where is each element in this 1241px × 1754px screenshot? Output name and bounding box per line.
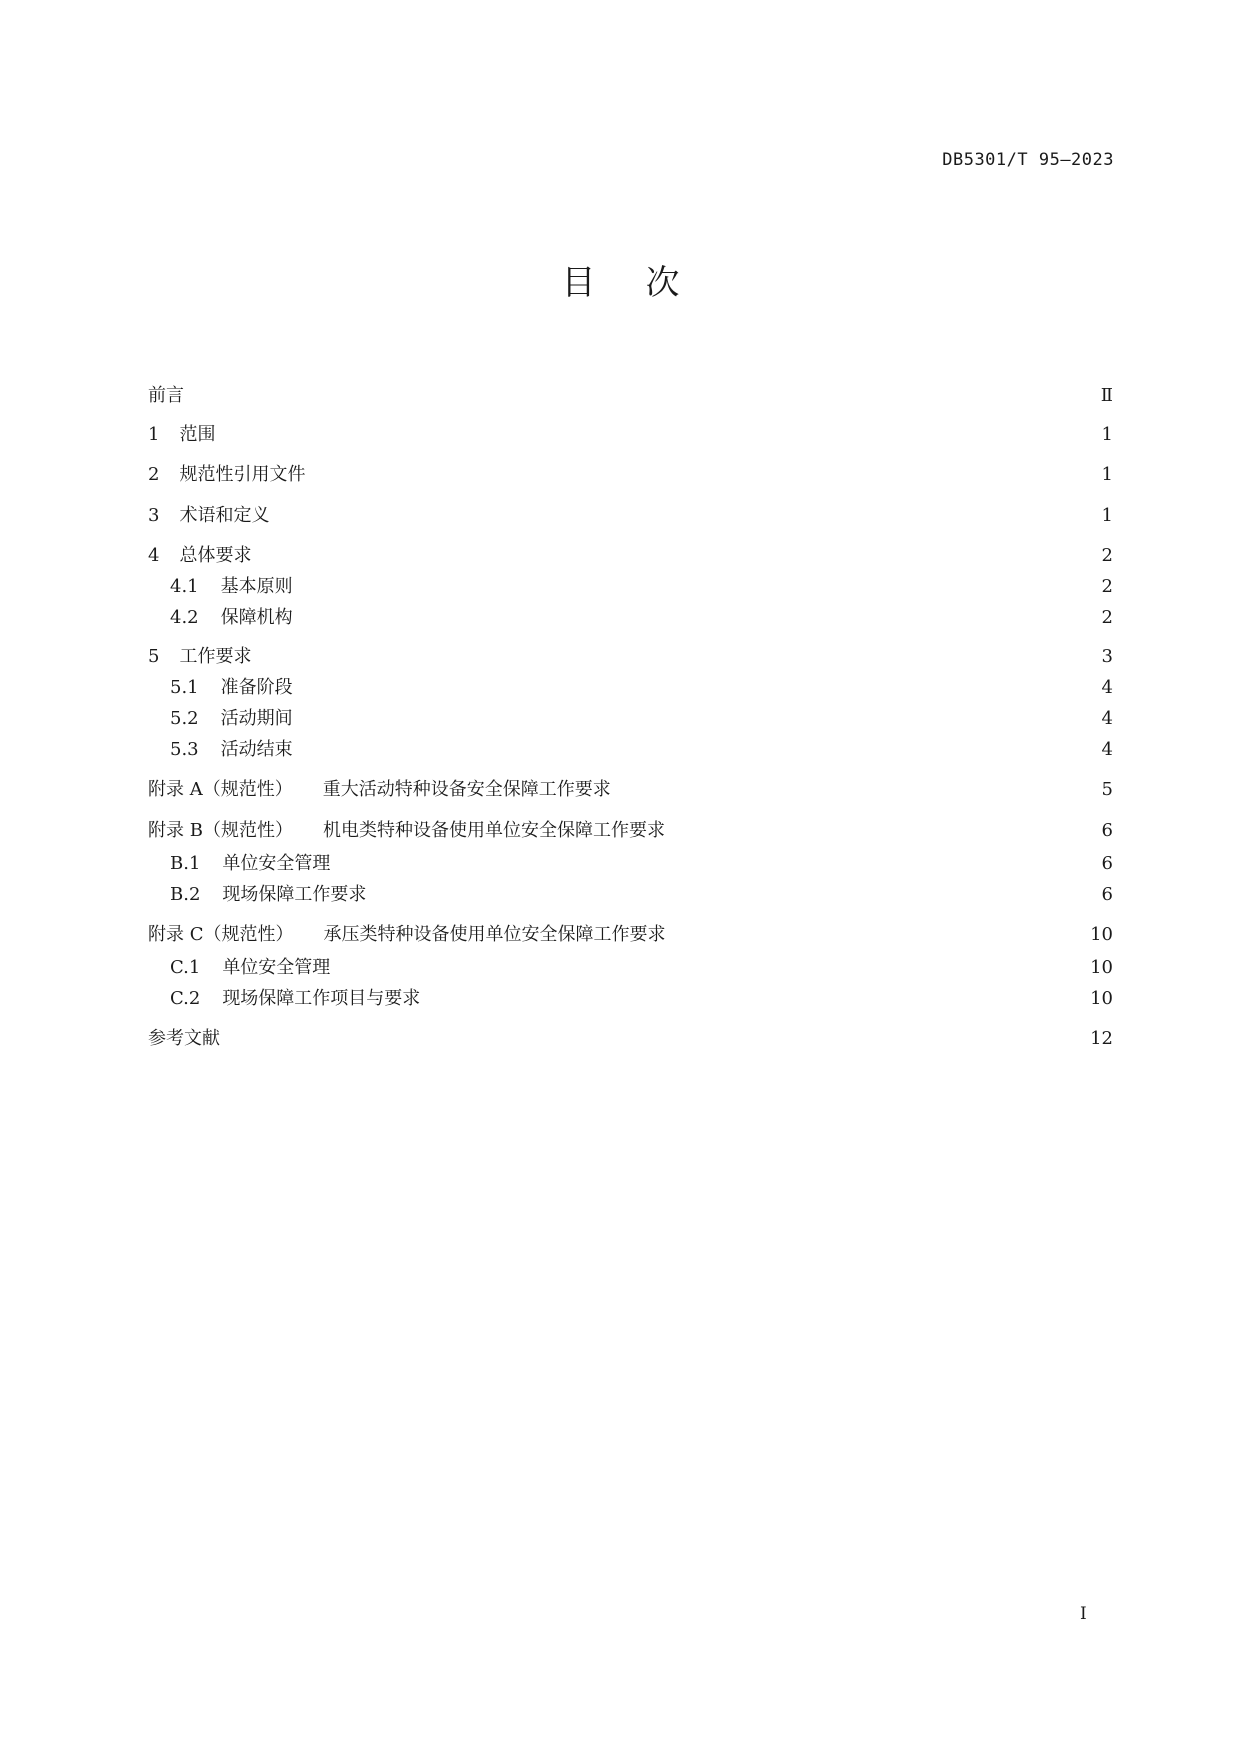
toc-entry-number: C.2 — [170, 988, 201, 1009]
toc-entry-annex-b[interactable] — [148, 816, 1113, 846]
toc-entry-page: 1 — [1101, 464, 1113, 485]
toc-entry-b2-onsite-requirements[interactable] — [170, 880, 1113, 910]
dot-leader — [275, 501, 1093, 531]
toc-title: 目次 — [561, 263, 730, 303]
toc-entry-number: 5.2 — [170, 708, 199, 729]
toc-entry-title: 附录 B（规范性） — [148, 820, 293, 841]
toc-entry-title: 单位安全管理 — [222, 957, 331, 978]
toc-entry-number: 4.2 — [170, 607, 199, 628]
toc-entry-number: 3 — [148, 505, 160, 526]
toc-entry-basic-principles[interactable] — [170, 572, 1113, 602]
dot-leader — [221, 420, 1093, 450]
toc-entry-page: 4 — [1101, 739, 1113, 760]
toc-entry-title: 附录 A（规范性） — [148, 779, 293, 800]
toc-entry-page: 6 — [1101, 884, 1113, 905]
toc-entry-page: 10 — [1090, 988, 1113, 1009]
toc-entry-number: 4.1 — [170, 576, 199, 597]
toc-entry-page: Ⅱ — [1100, 385, 1113, 406]
toc-entry-title: 附录 C（规范性） — [148, 924, 294, 945]
toc-entry-page: 2 — [1101, 607, 1113, 628]
toc-entry-title: 总体要求 — [179, 545, 252, 566]
toc-entry-title: 术语和定义 — [179, 505, 270, 526]
toc-entry-annex-description: 承压类特种设备使用单位安全保障工作要求 — [323, 924, 666, 945]
toc-entry-safeguard-organization[interactable] — [170, 603, 1113, 633]
dot-leader — [257, 541, 1093, 571]
document-code: DB5301/T 95—2023 — [942, 150, 1114, 170]
toc-entry-title: 保障机构 — [220, 607, 293, 628]
toc-entry-page: 10 — [1090, 957, 1113, 978]
toc-entry-page: 6 — [1101, 853, 1113, 874]
dot-leader — [226, 1024, 1086, 1054]
toc-entry-page: 6 — [1101, 820, 1113, 841]
toc-entry-work-requirements[interactable] — [148, 642, 1113, 672]
dot-leader — [299, 735, 1093, 765]
dot-leader — [617, 775, 1093, 805]
toc-entry-page: 1 — [1101, 424, 1113, 445]
toc-entry-number: B.1 — [170, 853, 201, 874]
toc-entry-title: 活动结束 — [220, 739, 293, 760]
dot-leader — [671, 816, 1093, 846]
toc-entry-page: 1 — [1101, 505, 1113, 526]
toc-entry-event-end[interactable] — [170, 735, 1113, 765]
toc-entry-page: 4 — [1101, 677, 1113, 698]
toc-entry-page: 5 — [1101, 779, 1113, 800]
toc-entry-number: 5.1 — [170, 677, 199, 698]
toc-entry-number: 5.3 — [170, 739, 199, 760]
toc-entry-number: B.2 — [170, 884, 201, 905]
toc-entry-normative-references[interactable] — [148, 460, 1113, 490]
dot-leader — [299, 704, 1093, 734]
dot-leader — [190, 381, 1093, 411]
toc-entry-number: 1 — [148, 424, 160, 445]
toc-entry-title: 现场保障工作项目与要求 — [222, 988, 421, 1009]
toc-entry-title: 单位安全管理 — [222, 853, 331, 874]
toc-entry-title: 活动期间 — [220, 708, 293, 729]
toc-entry-title: 前言 — [148, 385, 184, 406]
dot-leader — [299, 673, 1093, 703]
toc-entry-page: 3 — [1101, 646, 1113, 667]
dot-leader — [311, 460, 1093, 490]
table-of-contents — [148, 0, 1113, 1754]
toc-entry-number: 4 — [148, 545, 160, 566]
dot-leader — [372, 880, 1093, 910]
toc-entry-title: 范围 — [179, 424, 216, 445]
toc-entry-c2-onsite-items[interactable] — [170, 984, 1113, 1014]
toc-entry-foreword[interactable] — [148, 381, 1113, 411]
toc-entry-page: 4 — [1101, 708, 1113, 729]
toc-entry-title: 基本原则 — [220, 576, 293, 597]
toc-entry-bibliography[interactable] — [148, 1024, 1113, 1054]
toc-entry-scope[interactable] — [148, 420, 1113, 450]
toc-entry-annex-description: 机电类特种设备使用单位安全保障工作要求 — [322, 820, 665, 841]
dot-leader — [299, 572, 1093, 602]
toc-entry-title: 准备阶段 — [220, 677, 293, 698]
dot-leader — [426, 984, 1086, 1014]
dot-leader — [299, 603, 1093, 633]
dot-leader — [672, 920, 1087, 950]
dot-leader — [257, 642, 1093, 672]
toc-entry-number: C.1 — [170, 957, 201, 978]
toc-entry-b1-unit-safety-management[interactable] — [170, 849, 1113, 879]
toc-entry-terms-definitions[interactable] — [148, 501, 1113, 531]
toc-entry-page: 2 — [1101, 545, 1113, 566]
toc-entry-page: 12 — [1090, 1028, 1113, 1049]
toc-entry-number: 5 — [148, 646, 160, 667]
toc-entry-page: 10 — [1090, 924, 1113, 945]
toc-entry-title: 工作要求 — [179, 646, 252, 667]
toc-entry-annex-description: 重大活动特种设备安全保障工作要求 — [322, 779, 611, 800]
toc-entry-during-event[interactable] — [170, 704, 1113, 734]
toc-entry-page: 2 — [1101, 576, 1113, 597]
toc-entry-general-requirements[interactable] — [148, 541, 1113, 571]
dot-leader — [336, 953, 1086, 983]
toc-entry-title: 参考文献 — [148, 1028, 220, 1049]
toc-entry-title: 现场保障工作要求 — [222, 884, 367, 905]
toc-entry-c1-unit-safety-management[interactable] — [170, 953, 1113, 983]
toc-entry-title: 规范性引用文件 — [179, 464, 306, 485]
page-number: I — [1080, 1604, 1087, 1624]
toc-entry-annex-a[interactable] — [148, 775, 1113, 805]
dot-leader — [336, 849, 1093, 879]
toc-entry-annex-c[interactable] — [148, 920, 1113, 950]
toc-entry-number: 2 — [148, 464, 160, 485]
toc-entry-preparation-stage[interactable] — [170, 673, 1113, 703]
